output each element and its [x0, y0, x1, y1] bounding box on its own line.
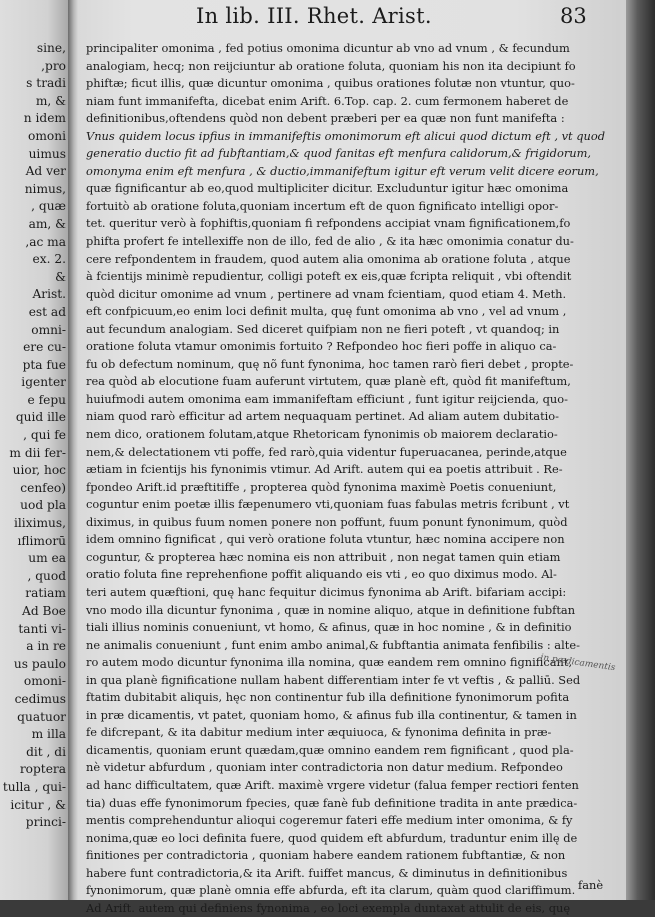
- text-line: niam funt immanifefta, dicebat enim Arift. 6.Top. cap. 2. cum fermonem haberet de: [86, 93, 569, 108]
- left-page-fragment: ,pro: [41, 58, 66, 73]
- text-line: quòd dicitur omonime ad vnum , pertinere ad vnam fcientiam, quod etiam 4. Meth.: [86, 286, 567, 301]
- text-line: Ad Arift. autem qui definiens fynonima , eo loci exempla duntaxat attulit de eis, quę: [86, 900, 571, 915]
- running-title: In lib. III. Rhet. Arist.: [196, 4, 432, 28]
- left-page-fragment: m dii fer-: [9, 445, 66, 460]
- text-line: ftatim dubitabit aliquis, hęc non continentur fub illa definitione fynonimorum pofita: [86, 690, 570, 705]
- left-page-fragment: Ad ver: [25, 164, 66, 179]
- left-page-fragment: quatuor: [17, 709, 66, 724]
- text-line: fortuitò ab oratione foluta,quoniam incertum eft de quon fignificato intelligi opor-: [86, 198, 559, 213]
- text-line: habere funt contradictoria,& ita Arift. fuiffet mancus, & diminutus in definitionibus: [86, 865, 568, 880]
- text-line: nè videtur abfurdum , quoniam inter contradictoria non datur medium. Refpondeo: [86, 760, 563, 775]
- text-line: cere refpondentem in fraudem, quod autem alia omonima ab oratione foluta , atque: [86, 251, 571, 266]
- text-line: definitionibus,oftendens quòd non debent præberi per ea quæ non funt manifefta :: [86, 111, 565, 126]
- text-line: idem omnino fignificat , qui verò oratione foluta vtuntur, hæc nomina accipere non: [86, 532, 565, 547]
- text-line: dicamentis, quoniam erunt quædam,quæ omnino eandem rem fignificant , quod pla-: [86, 742, 574, 757]
- text-line: eft confpicuum,eo enim loci definit multa, quę funt omonima ab vno , vel ad vnum ,: [86, 304, 567, 319]
- left-page-fragment: Ad Boe: [22, 604, 66, 618]
- left-page-fragment: icitur , &: [10, 797, 66, 812]
- text-line: fpondeo Arift.id præftitiffe , propterea quòd fynonima maximè Poetis conueniunt,: [86, 479, 557, 494]
- text-line: diximus, in quibus fuum nomen ponere non poffunt, fuum ponunt fynonimum, quòd: [86, 514, 568, 529]
- left-page-fragment: Arist.: [32, 287, 66, 302]
- left-page-fragment: sine,: [36, 41, 66, 55]
- text-line: oratione foluta vtamur omonimis fortuito ? Refpondeo hoc fieri poffe in aliquo ca-: [86, 339, 557, 354]
- text-line: in qua planè fignificatione nullam habent differentiam inter fe vt veftis , & palliū. Sed: [86, 672, 581, 687]
- text-line: quæ fignificantur ab eo,quod multipliciter dicitur. Excluduntur igitur hæc omonima: [86, 181, 569, 196]
- left-page-fragment: quid ille: [15, 410, 66, 425]
- left-page-fragment: roptera: [19, 762, 66, 777]
- text-line: fu ob defectum nominum, quę nõ funt fynonima, hoc tamen rarò fieri debet , propte-: [86, 356, 574, 371]
- text-line: vno modo illa dicuntur fynonima , quæ in nomine aliquo, atque in definitione fubftan: [86, 602, 576, 617]
- text-line: ne animalis conueniunt , funt enim ambo animal,& fubftantia animata fenfibilis : alte-: [86, 637, 580, 652]
- text-line: coguntur enim poetæ illis fæpenumero vti,quoniam fuas fabulas metris fcribunt , vt: [86, 497, 570, 512]
- text-line: tet. queritur verò à fophiftis,quoniam fi refpondens accipiat vnam fignificationem,fo: [86, 216, 571, 231]
- text-line: ad hanc difficultatem, quæ Arift. maximè vrgere videtur (falua femper rectiori fenten: [86, 777, 579, 792]
- left-page-fragment: nimus,: [24, 181, 66, 196]
- book-gutter: [68, 0, 78, 900]
- text-line: à fcientijs minimè repudientur, colligi poteft ex eis,quæ fcripta reliquit , vbi oftendit: [86, 269, 572, 284]
- text-line: nem dico, orationem folutam,atque Rhetoricam fynonimis ob maiorem declaratio-: [86, 427, 558, 442]
- left-page-fragment: tulla , qui-: [2, 779, 66, 794]
- text-line: aut fecundum analogiam. Sed diceret quifpiam non ne fieri poteft , vt quandoq; in: [86, 321, 560, 336]
- text-line: fe difcrepant, & ita dabitur medium inter æquiuoca, & fynonima definita in præ-: [86, 725, 552, 740]
- left-page-fragment: , qui fe: [23, 428, 66, 443]
- text-line: tiali illius nominis conueniunt, vt homo, & afinus, quæ in hoc nomine , & in definitio: [86, 620, 572, 635]
- left-page-fragment: dit , di: [26, 744, 66, 759]
- page-number: 83: [560, 4, 587, 28]
- text-line: finitiones per contradictoria , quoniam habere eandem rationem fubftantiæ, & non: [86, 848, 566, 863]
- left-page-fragment: iliximus,: [14, 516, 66, 531]
- left-page-fragment: uior, hoc: [12, 463, 66, 478]
- left-page-fragment: cedimus: [14, 691, 66, 706]
- left-page-fragment: , quæ: [31, 199, 66, 214]
- page-edge-stack: [626, 0, 655, 900]
- text-line: niam quod rarò efficitur ad artem nequaquam pertinet. Ad aliam autem dubitatio-: [86, 409, 559, 424]
- text-line: mentis comprehenduntur alioqui cogeremur fateri effe medium inter omonima, & fy: [86, 813, 573, 828]
- text-line: analogiam, hecq; non reijciuntur ab oratione foluta, quoniam his non ita decipiunt fo: [86, 58, 576, 73]
- marginal-note: in pædicamentis: [539, 652, 616, 674]
- text-line: oratio foluta fine reprehenfione poffit aliquando eis vti , eo quo diximus modo. Al-: [86, 567, 557, 582]
- text-line: principaliter omonima , fed potius omonima dicuntur ab vno ad vnum , & fecundum: [86, 41, 570, 55]
- left-page-fragment: am, &: [28, 216, 66, 231]
- left-page-fragment: m illa: [31, 727, 66, 742]
- text-line: ro autem modo dicuntur fynonima illa nomina, quæ eandem rem omnino fignificant,: [86, 655, 573, 670]
- text-line: rea quòd ab elocutione fuam auferunt virtutem, quæ planè eft, quòd fit manifeftum,: [86, 374, 571, 389]
- text-line: nem,& delectationem vti poffe, fed rarò,quia videntur fuperuacanea, perinde,atque: [86, 444, 567, 459]
- left-page-fragment: uimus: [28, 146, 66, 161]
- left-page-fragment: est ad: [28, 304, 66, 319]
- left-page-fragment: ıflimorū: [17, 533, 66, 548]
- text-line: tia) duas effe fynonimorum fpecies, quæ fanè fub definitione tradita in ante prædica-: [86, 795, 578, 810]
- text-line: fynonimorum, quæ planè omnia effe abfurda, eft ita clarum, quàm quod clariffimum.: [86, 883, 576, 898]
- left-page-fragment: , quod: [27, 568, 66, 583]
- left-page-fragment: omoni: [28, 128, 66, 143]
- body-text: [86, 40, 618, 917]
- left-page-fragment: cenfeo): [20, 480, 66, 495]
- left-page-fragment: e fepu: [27, 392, 66, 407]
- left-page-text-column: [2, 40, 66, 832]
- left-page-fragment: ,ac ma: [25, 234, 66, 249]
- left-page-fragment: ex. 2.: [32, 252, 66, 267]
- text-line: omonyma enim eft menfura , & ductio,immanifeftum igitur eft verum velit dicere eorum,: [86, 163, 599, 178]
- left-page-fragment: omoni-: [23, 674, 66, 689]
- left-page-fragment: us paulo: [13, 656, 66, 671]
- text-line: teri autem quæftioni, quę hanc fequitur dicimus fynonima ab Arift. bifariam accipi:: [86, 584, 567, 599]
- left-page-fragment: princi-: [25, 815, 66, 830]
- left-page-fragment: um ea: [28, 551, 66, 566]
- left-page-fragment: n idem: [23, 111, 66, 126]
- catchword: fanè: [578, 878, 604, 892]
- text-line: ætiam in fcientijs his fynonimis vtimur. Ad Arift. autem qui ea poetis attribuit . Re-: [86, 462, 563, 477]
- left-page-fragment: m, &: [35, 93, 66, 108]
- text-line: phiftæ; ficut illis, quæ dicuntur omonima , quibus orationes folutæ non vtuntur, quo-: [86, 76, 575, 91]
- left-page-fragment: pta fue: [22, 357, 66, 372]
- left-page-fragment: igenter: [21, 375, 66, 390]
- right-page: [78, 0, 626, 915]
- left-page-fragment: ratiam: [25, 586, 66, 601]
- text-line: Vnus quidem locus ipfius in immanifeftis omonimorum eft alicui quod dictum eft , vt quod: [86, 128, 606, 143]
- text-line: phifta profert fe intellexiffe non de illo, fed de alio , & ita hæc omonimia conatur du-: [86, 234, 574, 249]
- page-header: [78, 4, 626, 34]
- left-page-fragment: uod pla: [20, 498, 66, 513]
- left-page: [0, 0, 68, 900]
- left-page-fragment: tanti vi-: [18, 621, 66, 636]
- text-line: huiufmodi autem omonima eam immanifeftam efficiunt , funt igitur reijcienda, quo-: [86, 391, 568, 406]
- left-page-fragment: s tradi: [26, 76, 66, 91]
- left-page-fragment: &: [55, 269, 66, 284]
- text-line: generatio ductio fit ad fubftantiam,& quod fanitas eft menfura calidorum,& frigidorum,: [86, 146, 592, 161]
- text-line: nonima,quæ eo loci definita fuere, quod quidem eft abfurdum, traduntur enim illę de: [86, 830, 578, 845]
- text-line: coguntur, & propterea hæc nomina eis non attribuit , non negat tamen quin etiam: [86, 549, 561, 564]
- left-page-fragment: a in re: [26, 639, 66, 654]
- text-line: in præ dicamentis, vt patet, quoniam homo, & afinus fub illa continentur, & tamen in: [86, 707, 577, 722]
- left-page-fragment: ere cu-: [23, 340, 66, 355]
- left-page-fragment: omni-: [31, 322, 66, 337]
